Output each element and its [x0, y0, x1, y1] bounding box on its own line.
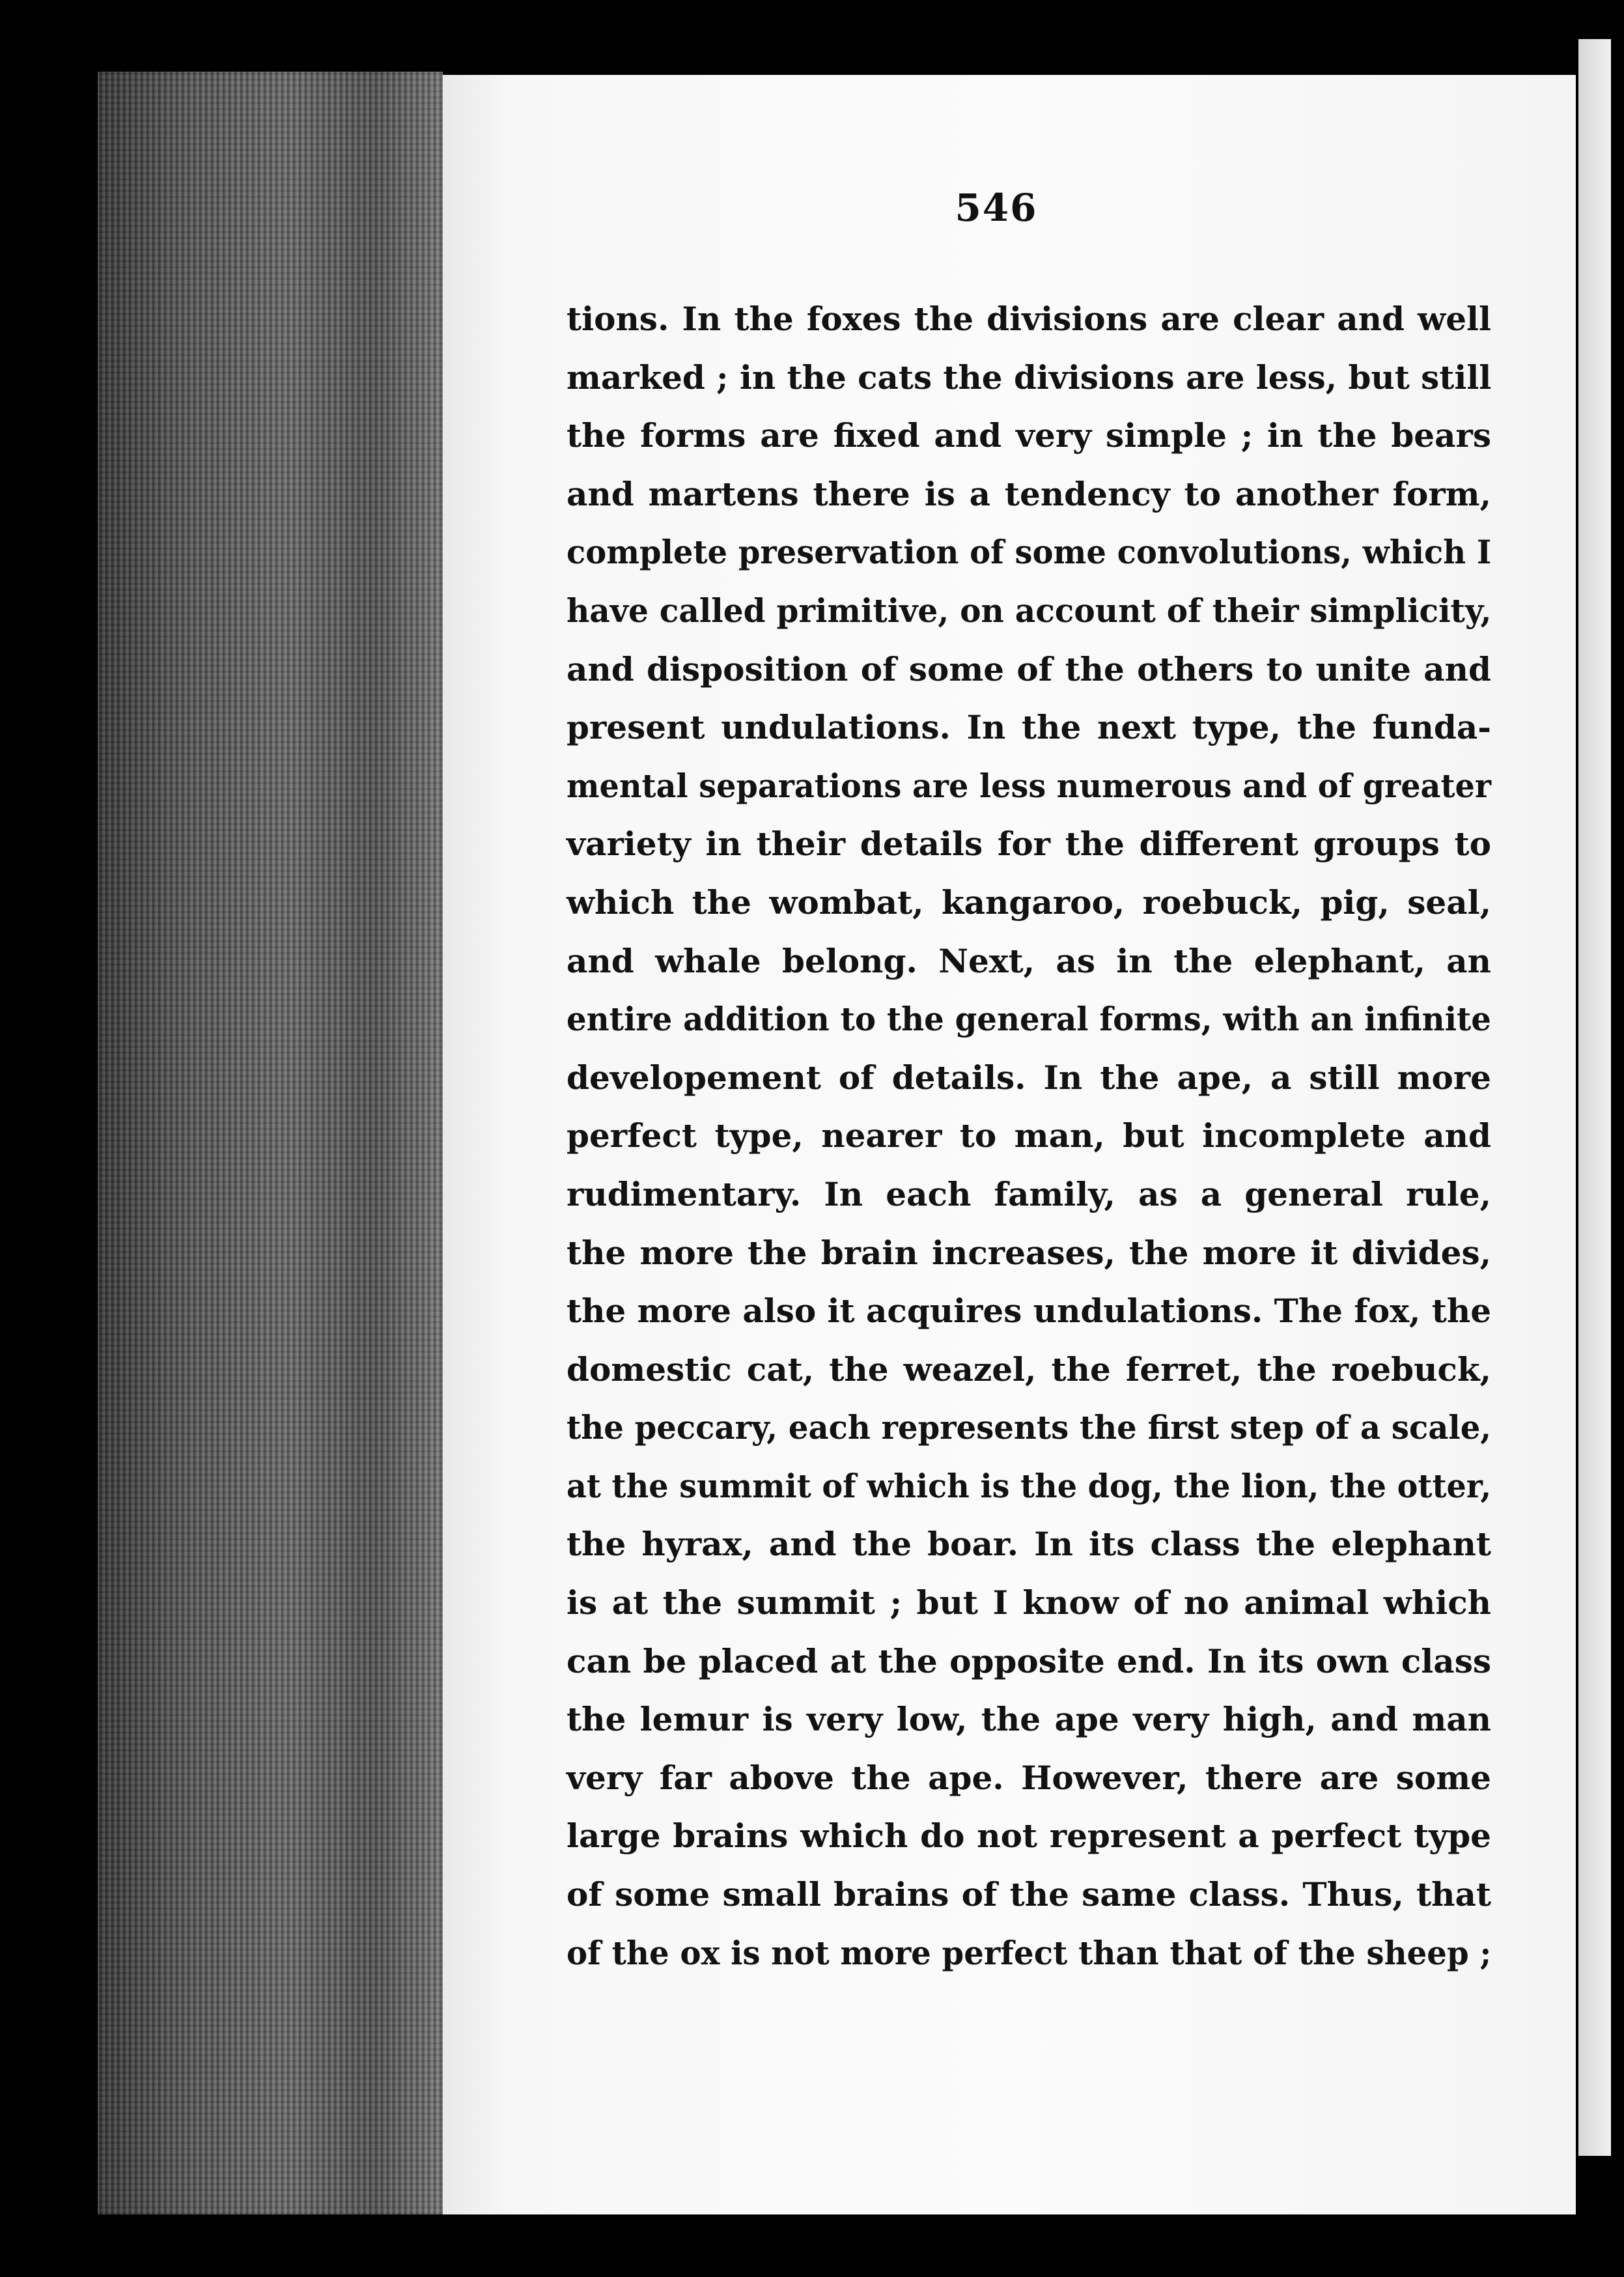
text-line: domestic cat, the weazel, the ferret, the roebuck, — [567, 1350, 1491, 1389]
facing-page-edge — [1578, 39, 1611, 2156]
text-line: mental separations are less numerous and of greater — [567, 766, 1492, 805]
text-line: very far above the ape. However, there are some — [567, 1758, 1491, 1797]
text-line: entire addition to the general forms, with an infinite — [567, 1000, 1491, 1039]
text-line: rudimentary. In each family, as a general rule, — [567, 1174, 1491, 1213]
text-line: complete preservation of some convolutions, which I — [567, 533, 1492, 572]
text-line: the lemur is very low, the ape very high, and man — [567, 1700, 1491, 1739]
text-line: and whale belong. Next, as in the elephant, an — [567, 941, 1491, 980]
text-line: perfect type, nearer to man, but incomplete and — [567, 1116, 1491, 1155]
text-line: have called primitive, on account of their simplicity, — [567, 591, 1492, 630]
page-number: 546 — [955, 186, 1038, 230]
text-line: tions. In the foxes the divisions are clear and well — [567, 300, 1491, 338]
body-text — [567, 290, 1491, 1982]
text-line: at the summit of which is the dog, the lion, the otter, — [567, 1466, 1492, 1505]
text-line: developement of details. In the ape, a still more — [567, 1058, 1491, 1097]
text-line: the more also it acquires undulations. The fox, the — [567, 1292, 1492, 1331]
text-line: the hyrax, and the boar. In its class the elephant — [567, 1525, 1491, 1564]
text-line: large brains which do not represent a perfect type — [567, 1817, 1491, 1856]
text-line: of the ox is not more perfect than that of the sheep ; — [567, 1933, 1492, 1972]
book-fore-edge — [98, 72, 443, 2214]
text-line: is at the summit ; but I know of no animal which — [567, 1583, 1491, 1622]
text-line: and martens there is a tendency to another form, — [567, 474, 1491, 513]
text-line: the forms are fixed and very simple ; in the bears — [567, 416, 1491, 455]
text-line: variety in their details for the different groups to — [567, 825, 1491, 864]
text-line: and disposition of some of the others to unite and — [567, 649, 1491, 688]
text-line: can be placed at the opposite end. In its own class — [567, 1641, 1491, 1680]
text-line: present undulations. In the next type, the funda- — [567, 708, 1491, 747]
text-line: marked ; in the cats the divisions are less, but still — [567, 358, 1492, 397]
text-line: of some small brains of the same class. Thus, that — [567, 1875, 1491, 1914]
text-line: which the wombat, kangaroo, roebuck, pig, seal, — [567, 883, 1491, 922]
book-page — [443, 75, 1576, 2214]
text-line: the peccary, each represents the first step of a scale, — [567, 1408, 1492, 1447]
text-line: the more the brain increases, the more it divides, — [567, 1233, 1491, 1272]
